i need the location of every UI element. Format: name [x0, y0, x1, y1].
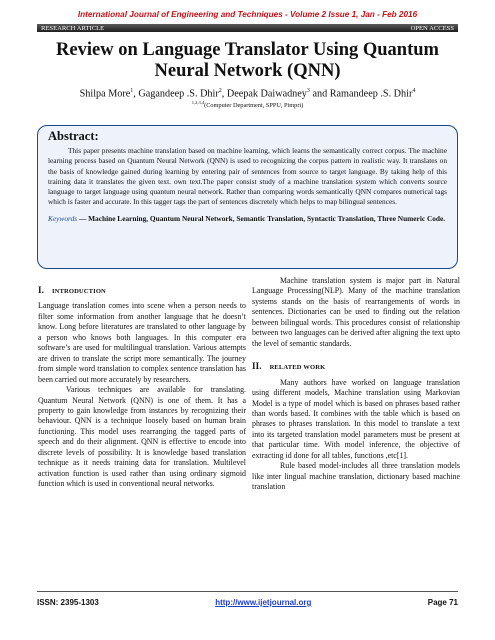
author-name: Deepak Daiwadney [226, 88, 307, 100]
page-footer [37, 598, 458, 607]
author-name: Ramandeep .S. Dhir [329, 88, 413, 100]
paragraph: Machine translation system is major part in Natural Language Processing(NLP). Many of the machine translation systems stands on the basis of rearrangements of words in sentences. Dictionaries can be used to finding out the relation between bilingual words. This procedures consist of relationship between two languages can be derived after aligning the text upto the level of semantic standards. [252, 276, 460, 348]
journal-header: International Journal of Engineering and Techniques - Volume 2 Issue 1, Jan - Feb 2016 [77, 10, 418, 19]
paragraph: Various techniques are available for translating. Quantum Neural Network (QNN) is one of them. It has a property to gain knowledge from instances by recognizing their behaviour. QNN is a technique loosely based on human brain functioning. This model uses rearranging the tagged parts of speech and do their alignment. QNN is effective to encode into discrete levels of possibility. It is knowledge based translation technique as it needs training data for translation. Multilevel activation function is used rather than using ordinary sigmoid function which is used in conventional neural networks. [38, 385, 246, 489]
author-list [37, 85, 458, 100]
keywords-list: — Machine Learning, Quantum Neural Network, Semantic Translation, Syntactic Translation, Three Numeric Code. [77, 213, 446, 223]
abstract-box [37, 125, 458, 269]
section-title: INTRODUCTION [51, 288, 106, 295]
section-heading-related-work [252, 361, 460, 373]
abstract-text: This paper presents machine translation based on machine learning, which learns the semantically correct corpus. The machine learning process based on Quantum Neural Network (QNN) is used to recognizing the corpus pattern in realistic way. It translates on the basis of knowledge gained during learning by entering pair of sentences from source to target language. By taking help of this training data it translates the given text. own text.The paper consist study of a machine translation system which converts source language to target language using quantum neural network. Rather than comparing words semantically QNN compares numerical tags which is faster and accurate. In this tagger tags the part of sentences discretely which helps to map bilingual sentences. [48, 146, 447, 207]
open-access-label: OPEN ACCESS [410, 24, 454, 32]
abstract-heading: Abstract: [48, 129, 99, 143]
affiliation-superscript: 1,2,3,4 [191, 100, 205, 105]
author-separator: , [133, 88, 139, 100]
author-superscript: 3 [306, 88, 310, 94]
footer-divider [37, 591, 458, 592]
right-column [252, 276, 460, 493]
author-name: Shilpa More [79, 88, 131, 100]
author-superscript: 2 [218, 88, 222, 94]
article-type-band [37, 24, 458, 32]
issn: ISSN: 2395-1303 [37, 598, 99, 607]
page-number: Page 71 [427, 598, 458, 607]
paragraph: Language translation comes into scene when a person needs to filter some information from another language that he doesn’t know. Long before literatures are translated to other language by a person who knows both languages. In this computer era software’s are used for multilingual translation. Various attempts are driven to translate the script more semantically. The journey from simple word translation to complex sentence translation has been carried out more accurately by researchers. [38, 301, 246, 384]
journal-link[interactable]: http://www.ijetjournal.org [215, 598, 312, 607]
affiliation-text: (Computer Department, SPPU, Pimpri) [204, 102, 304, 110]
section-title: RELATED WORK [269, 364, 326, 372]
affiliation [37, 100, 458, 109]
author-superscript: 4 [412, 88, 416, 94]
section-number: II. [252, 361, 262, 372]
section-heading-introduction [38, 285, 246, 297]
paragraph: Many authors have worked on language translation using different models, Machine translation using Markovian Model is a type of model which is based on phrases based rather than words based. It combines with the table which is based on phrases to phrases translation. In this model to translate a text into its targeted translation model parameters must be present at that particular time. With model inference, the objective of extracting id done for all tables, functions ,etc[1]. [252, 377, 460, 460]
author-separator: , [221, 88, 227, 100]
research-article-label: RESEARCH ARTICLE [41, 24, 105, 32]
keywords-label: Keywords [48, 213, 78, 223]
keywords [48, 214, 447, 224]
author-and: and [309, 88, 330, 100]
left-column [38, 276, 246, 490]
author-superscript: 1 [130, 88, 134, 94]
paper-title: Review on Language Translator Using Quantum Neural Network (QNN) [56, 40, 439, 81]
paragraph: Rule based model-includes all three translation models like inter lingual machine translation, dictionary based machine translation [252, 461, 460, 492]
section-number: I. [38, 285, 44, 295]
author-name: Gagandeep .S. Dhir [138, 88, 219, 100]
